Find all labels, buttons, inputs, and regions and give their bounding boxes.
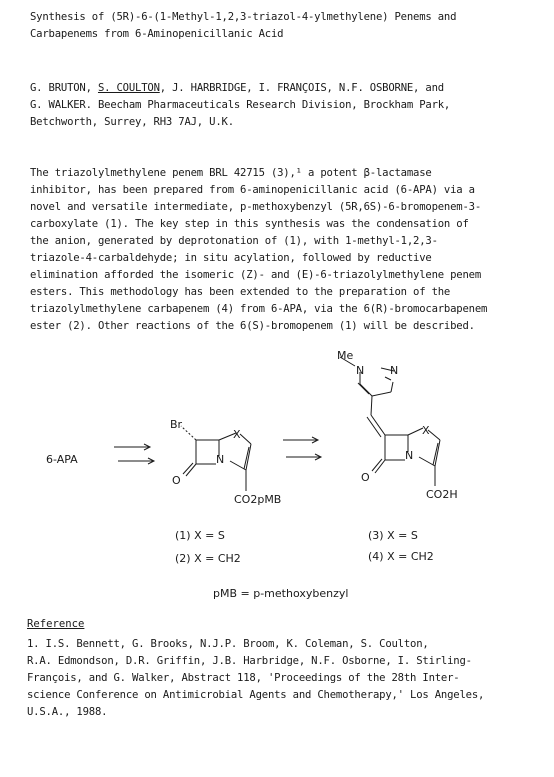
abstract-line: novel and versatile intermediate, p-methoxybenzyl (5R,6S)-6-bromopenem-3- <box>30 201 481 213</box>
triazole-nitrogen-label: N <box>356 364 365 377</box>
ester-label: CO2pMB <box>234 493 282 506</box>
x-atom-label: X <box>422 424 430 437</box>
compound-4-label: (4) X = CH2 <box>368 550 434 563</box>
nitrogen-label: N <box>405 449 414 462</box>
pmb-definition: pMB = p-methoxybenzyl <box>213 587 349 600</box>
abstract-line: inhibitor, has been prepared from 6-aminopenicillanic acid (6-APA) via a <box>30 184 475 196</box>
abstract-line: triazolylmethylene carbapenem (4) from 6-APA, via the 6(R)-bromocarbapenem <box>30 303 488 315</box>
acid-label: CO2H <box>426 488 458 501</box>
abstract-line: The triazolylmethylene penem BRL 42715 (3),¹ a potent β-lactamase <box>30 167 432 179</box>
abstract-line: esters. This methodology has been extended to the preparation of the <box>30 286 451 298</box>
title-line-1: Synthesis of (5R)-6-(1-Methyl-1,2,3-triazol-4-ylmethylene) Penems and <box>30 11 457 23</box>
author-line-2: G. WALKER. Beecham Pharmaceuticals Research Division, Brockham Park, <box>30 99 451 111</box>
abstract-line: carboxylate (1). The key step in this synthesis was the condensation of <box>30 218 469 230</box>
reference-heading: Reference <box>27 618 85 630</box>
reference-line: U.S.A., 1988. <box>27 706 108 718</box>
title-line-2: Carbapenems from 6-Aminopenicillanic Acid <box>30 28 284 40</box>
oxygen-label: O <box>361 471 370 484</box>
reference-line: science Conference on Antimicrobial Agents and Chemotherapy,' Los Angeles, <box>27 689 485 701</box>
compound-3-label: (3) X = S <box>368 529 418 542</box>
author-text: , J. HARBRIDGE, I. FRANÇOIS, N.F. OSBORNE, and <box>159 82 444 94</box>
methyl-label: Me <box>337 349 354 362</box>
abstract-line: the anion, generated by deprotonation of (1), with 1-methyl-1,2,3- <box>30 235 438 247</box>
abstract-line: ester (2). Other reactions of the 6(S)-bromopenem (1) will be described. <box>30 320 475 332</box>
author-text: G. BRUTON, <box>30 82 98 94</box>
nitrogen-label: N <box>216 453 225 466</box>
author-line-3: Betchworth, Surrey, RH3 7AJ, U.K. <box>30 116 234 128</box>
starting-material-label: 6-APA <box>46 453 78 466</box>
presenting-author: S. COULTON <box>97 82 160 94</box>
reference-line: François, and G. Walker, Abstract 118, 'Proceedings of the 28th Inter- <box>27 672 460 684</box>
abstract-line: elimination afforded the isomeric (Z)- and (E)-6-triazolylmethylene penem <box>30 269 481 281</box>
triazole-nitrogen-label: N <box>390 364 399 377</box>
reference-line: 1. I.S. Bennett, G. Brooks, N.J.P. Broom, K. Coleman, S. Coulton, <box>27 638 429 650</box>
reference-list <box>27 636 532 721</box>
compound-1-label: (1) X = S <box>175 529 225 542</box>
reference-line: R.A. Edmondson, D.R. Griffin, J.B. Harbridge, N.F. Osborne, I. Stirling- <box>27 655 472 667</box>
compound-2-label: (2) X = CH2 <box>175 552 241 565</box>
oxygen-label: O <box>172 474 181 487</box>
abstract-line: triazole-4-carbaldehyde; in situ acylation, followed by reductive <box>30 252 432 264</box>
bromo-label: Br <box>170 418 183 431</box>
x-atom-label: X <box>233 428 241 441</box>
